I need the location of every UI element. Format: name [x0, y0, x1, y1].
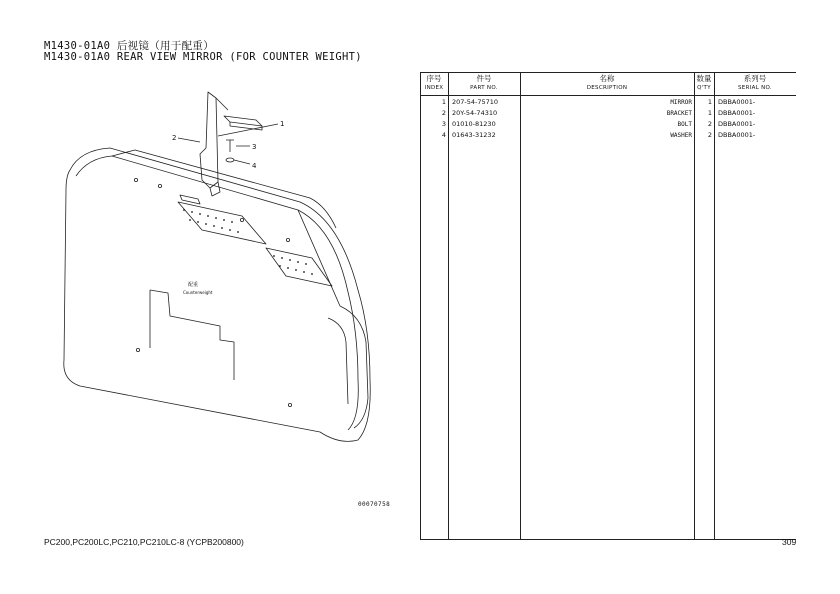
row-name-en: WASHER — [670, 132, 692, 139]
row-serial: DBBA0001- — [718, 120, 756, 128]
callout-2: 2 — [172, 134, 177, 142]
header-description: 名称 DESCRIPTION — [586, 74, 628, 91]
table-row — [420, 119, 796, 130]
callout-3: 3 — [252, 143, 257, 151]
row-qty: 1 — [707, 98, 712, 106]
callout-4: 4 — [252, 162, 257, 170]
counterweight-body — [64, 148, 370, 441]
row-part-no: 01010-81230 — [452, 120, 496, 128]
row-qty: 2 — [707, 131, 712, 139]
header-qty: 数量 Q'TY — [696, 74, 712, 91]
header-index: 序号 INDEX — [424, 74, 444, 91]
page-title-en: M1430-01A0 REAR VIEW MIRROR (FOR COUNTER WEIGHT) — [44, 51, 362, 63]
row-part-no: 20Y-54-74310 — [452, 109, 498, 117]
table-row — [420, 130, 796, 141]
footer-models: PC200,PC200LC,PC210,PC210LC-8 (YCPB200800) — [44, 537, 244, 547]
row-index: 3 — [441, 120, 446, 128]
parts-drawing — [40, 80, 420, 520]
callout-1: 1 — [280, 120, 285, 128]
page-title-cn: M1430-01A0 后视镜（用于配重） — [44, 40, 215, 52]
row-serial: DBBA0001- — [718, 98, 756, 106]
header-part-no: 件号 PART NO. — [470, 74, 498, 91]
table-row — [420, 97, 796, 108]
counterweight-label-en: Counterweight — [183, 290, 213, 295]
header-serial: 系列号 SERIAL NO. — [738, 74, 772, 91]
row-qty: 1 — [707, 109, 712, 117]
parts-table — [420, 72, 796, 540]
row-name-en: BOLT — [677, 121, 692, 128]
row-serial: DBBA0001- — [718, 109, 756, 117]
grid-plate-left — [178, 202, 266, 244]
row-index: 2 — [441, 109, 446, 117]
row-qty: 2 — [707, 120, 712, 128]
row-index: 1 — [441, 98, 446, 106]
grid-plate-right — [266, 248, 332, 286]
row-name-en: MIRROR — [670, 99, 692, 106]
row-serial: DBBA0001- — [718, 131, 756, 139]
row-part-no: 207-54-75710 — [452, 98, 499, 106]
counterweight-label-cn: 配重 — [188, 282, 199, 288]
table-row — [420, 108, 796, 119]
figure-id: 00070758 — [358, 501, 391, 508]
row-index: 4 — [441, 131, 446, 139]
row-name-en: BRACKET — [666, 110, 692, 117]
mirror-bracket — [200, 92, 218, 188]
page-number: 309 — [782, 537, 797, 547]
row-part-no: 01643-31232 — [452, 131, 496, 139]
